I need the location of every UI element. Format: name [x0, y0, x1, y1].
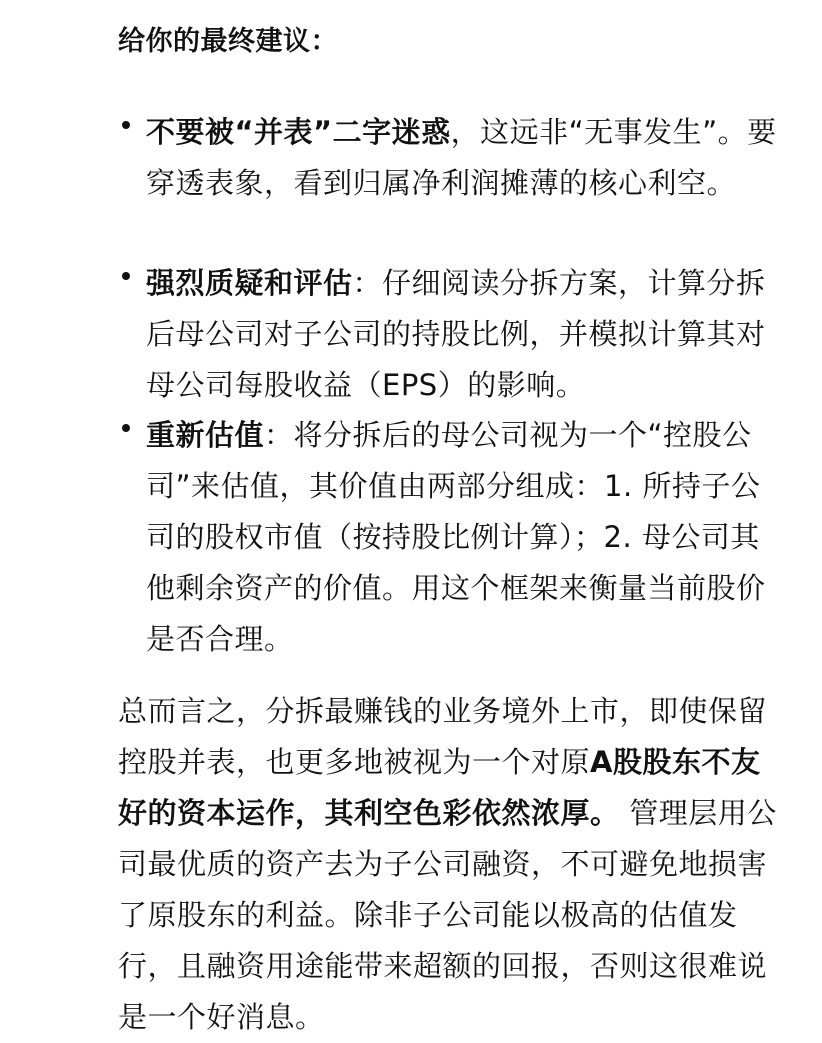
bullet-lead: 重新估值 [146, 418, 265, 452]
summary-rest: 管理层用公司最优质的资产去为子公司融资，不可避免地损害了原股东的利益。除非子公司能以极高的估值发行，且融资用途能带来超额的回报，否则这很难说是一个好消息。 [118, 796, 777, 1034]
bullet-text: ：仔细阅读分拆方案，计算分拆后母公司对子公司的持股比例，并模拟计算其对母公司每股收益（EPS）的影响。 [146, 266, 766, 402]
summary-emphasis: A股股东不友好的资本运作，其利空色彩依然浓厚。 [118, 745, 761, 830]
bullet-lead: 不要被“并表”二字迷惑 [146, 115, 451, 149]
summary-paragraph [118, 686, 786, 1043]
bullet-dot [122, 272, 130, 280]
bullet-item-2 [122, 258, 782, 411]
bullet-body [146, 258, 782, 411]
bullet-body [146, 410, 782, 665]
bullet-lead: 强烈质疑和评估 [146, 266, 353, 300]
bullet-dot [122, 424, 130, 432]
bullet-item-3 [122, 410, 782, 665]
bullet-text: ：将分拆后的母公司视为一个“控股公司”来估值，其价值由两部分组成：1. 所持子公司的股权市值（按持股比例计算）；2. 母公司其他剩余资产的价值。用这个框架来衡量当前股价是否合理。 [146, 418, 766, 656]
summary-intro: 总而言之，分拆最赚钱的业务境外上市，即使保留控股并表，也更多地被视为一个对原 [118, 694, 768, 779]
section-heading: 给你的最终建议： [118, 26, 338, 57]
bullet-dot [122, 121, 130, 129]
bullet-body [146, 107, 782, 209]
bullet-text: ，这远非“无事发生”。要穿透表象，看到归属净利润摊薄的核心利空。 [146, 115, 777, 200]
bullet-item-1 [122, 107, 782, 209]
